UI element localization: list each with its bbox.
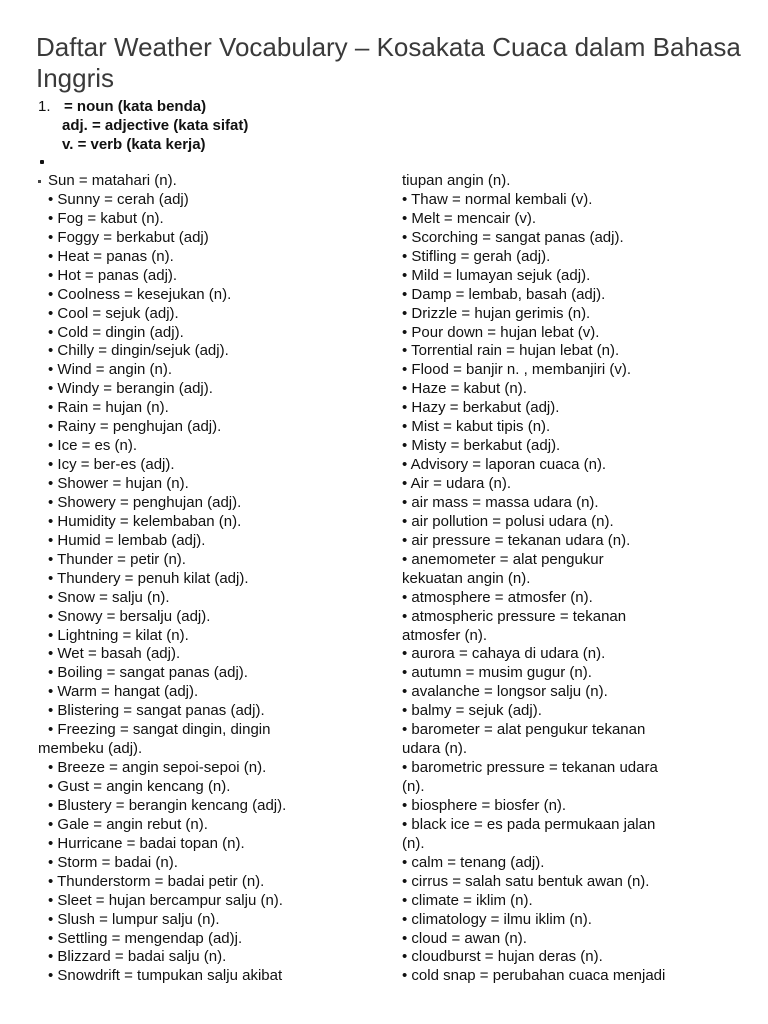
- vocabulary-item: • barometer = alat pengukur tekanan: [402, 721, 646, 739]
- vocabulary-item: • Thunder = petir (n).: [48, 550, 186, 568]
- legend-row-noun: [36, 97, 736, 116]
- vocabulary-item: • Melt = mencair (v).: [402, 209, 537, 227]
- vocabulary-item: • Showery = penghujan (adj).: [48, 493, 242, 511]
- vocabulary-item: [36, 172, 386, 191]
- vocabulary-item: • Air = udara (n).: [402, 475, 512, 492]
- vocabulary-item: • aurora = cahaya di udara (n).: [402, 645, 606, 663]
- abbreviation-legend: [36, 97, 736, 154]
- square-bullet-icon: [38, 180, 41, 183]
- vocabulary-item: • Blistering = sangat panas (adj).: [48, 702, 265, 720]
- page-title: Daftar Weather Vocabulary – Kosakata Cuaca dalam Bahasa Inggris: [36, 32, 741, 93]
- legend-adjective: adj. = adjective (kata sifat): [62, 117, 249, 134]
- vocabulary-item: • Thunderstorm = badai petir (n).: [48, 872, 265, 890]
- vocabulary-item: • Haze = kabut (n).: [402, 380, 527, 398]
- vocabulary-item: • atmospheric pressure = tekanan: [402, 607, 627, 625]
- vocabulary-item: • Advisory = laporan cuaca (n).: [402, 456, 607, 474]
- legend-noun: = noun (kata benda): [64, 98, 207, 115]
- vocabulary-item: • Hazy = berkabut (adj).: [402, 399, 560, 417]
- list-number: 1.: [38, 98, 51, 115]
- vocabulary-item: • climatology = ilmu iklim (n).: [402, 910, 592, 928]
- vocabulary-item: • Coolness = kesejukan (n).: [48, 285, 232, 303]
- vocabulary-item: • calm = tenang (adj).: [402, 853, 545, 871]
- vocabulary-item: • Wet = basah (adj).: [48, 645, 181, 663]
- vocabulary-item: • Stifling = gerah (adj).: [402, 247, 551, 265]
- vocabulary-item: tiupan angin (n).: [402, 172, 511, 189]
- empty-bullet-marker: [40, 160, 44, 164]
- vocabulary-item: • Foggy = berkabut (adj): [48, 228, 209, 246]
- vocabulary-item: • Breeze = angin sepoi-sepoi (n).: [48, 759, 267, 777]
- vocabulary-item: (n).: [402, 778, 425, 795]
- legend-verb: v. = verb (kata kerja): [62, 136, 206, 153]
- vocabulary-item: • Flood = banjir n. , membanjiri (v).: [402, 361, 632, 379]
- vocabulary-item: • Lightning = kilat (n).: [48, 626, 189, 644]
- vocabulary-item: • Torrential rain = hujan lebat (n).: [402, 342, 620, 360]
- vocabulary-list-right: [402, 172, 762, 986]
- vocabulary-item: • Cool = sejuk (adj).: [48, 304, 179, 322]
- vocabulary-item: • Humid = lembab (adj).: [48, 531, 206, 549]
- vocabulary-item: • Boiling = sangat panas (adj).: [48, 664, 248, 682]
- vocabulary-item: • Hurricane = badai topan (n).: [48, 834, 245, 852]
- vocabulary-item: • anemometer = alat pengukur: [402, 550, 604, 568]
- vocabulary-item: • Snowdrift = tumpukan salju akibat: [48, 967, 283, 985]
- vocabulary-item: • Sunny = cerah (adj): [48, 190, 189, 208]
- vocabulary-item: • Scorching = sangat panas (adj).: [402, 228, 624, 246]
- vocabulary-item: • Snow = salju (n).: [48, 588, 170, 606]
- vocabulary-item: • avalanche = longsor salju (n).: [402, 683, 608, 701]
- vocabulary-item: • Icy = ber-es (adj).: [48, 456, 175, 474]
- vocabulary-item: atmosfer (n).: [402, 626, 488, 644]
- vocabulary-item: • Sleet = hujan bercampur salju (n).: [48, 891, 283, 909]
- vocabulary-item: • Thaw = normal kembali (v).: [402, 190, 593, 208]
- vocabulary-item: • climate = iklim (n).: [402, 891, 533, 909]
- vocabulary-item: • cold snap = perubahan cuaca menjadi: [402, 967, 666, 985]
- vocabulary-item: • autumn = musim gugur (n).: [402, 664, 592, 682]
- vocabulary-item: • cloudburst = hujan deras (n).: [402, 948, 603, 966]
- vocabulary-item: • Gust = angin kencang (n).: [48, 778, 231, 795]
- legend-row-verb: [36, 135, 736, 154]
- vocabulary-item: • cloud = awan (n).: [402, 929, 527, 947]
- vocabulary-item: • Thundery = penuh kilat (adj).: [48, 569, 249, 587]
- vocabulary-item: • Drizzle = hujan gerimis (n).: [402, 304, 591, 322]
- vocabulary-item: • Damp = lembab, basah (adj).: [402, 285, 606, 303]
- vocabulary-item: kekuatan angin (n).: [402, 569, 531, 587]
- vocabulary-item: • Fog = kabut (n).: [48, 209, 164, 227]
- vocabulary-item: membeku (adj).: [38, 740, 143, 758]
- vocabulary-item: • Slush = lumpur salju (n).: [48, 910, 220, 928]
- vocabulary-item: • Rainy = penghujan (adj).: [48, 418, 222, 436]
- vocabulary-item: • barometric pressure = tekanan udara: [402, 759, 658, 777]
- vocabulary-item: • Storm = badai (n).: [48, 853, 178, 871]
- vocabulary-item: udara (n).: [402, 740, 468, 758]
- vocabulary-item: • Blizzard = badai salju (n).: [48, 948, 227, 966]
- legend-row-adj: [36, 116, 736, 135]
- vocabulary-item: (n).: [402, 834, 425, 852]
- vocabulary-item: • Settling = mengendap (ad)j.: [48, 929, 243, 947]
- vocabulary-item: • air pollution = polusi udara (n).: [402, 512, 614, 530]
- vocabulary-item: • air pressure = tekanan udara (n).: [402, 531, 631, 549]
- vocabulary-item: • air mass = massa udara (n).: [402, 493, 599, 511]
- vocabulary-item: • Mild = lumayan sejuk (adj).: [402, 266, 591, 284]
- vocabulary-item: • Shower = hujan (n).: [48, 475, 189, 492]
- vocabulary-item: • Humidity = kelembaban (n).: [48, 512, 242, 530]
- vocabulary-item: • Freezing = sangat dingin, dingin: [48, 721, 271, 739]
- vocabulary-list-left: [36, 172, 386, 986]
- vocabulary-item: • Gale = angin rebut (n).: [48, 815, 208, 833]
- vocabulary-item: • Rain = hujan (n).: [48, 399, 169, 417]
- vocabulary-item: • Pour down = hujan lebat (v).: [402, 323, 600, 341]
- vocabulary-item: • Snowy = bersalju (adj).: [48, 607, 211, 625]
- vocabulary-item: • cirrus = salah satu bentuk awan (n).: [402, 872, 650, 890]
- vocabulary-item: • Misty = berkabut (adj).: [402, 437, 561, 455]
- vocabulary-item: • Heat = panas (n).: [48, 247, 174, 265]
- vocabulary-item: • atmosphere = atmosfer (n).: [402, 588, 593, 606]
- vocabulary-item: • Windy = berangin (adj).: [48, 380, 213, 398]
- vocabulary-item: • Ice = es (n).: [48, 437, 138, 455]
- vocabulary-item: • Cold = dingin (adj).: [48, 323, 184, 341]
- vocabulary-item: • Blustery = berangin kencang (adj).: [48, 796, 287, 814]
- vocabulary-item: • balmy = sejuk (adj).: [402, 702, 542, 720]
- vocabulary-item: • Mist = kabut tipis (n).: [402, 418, 551, 436]
- vocabulary-item: • Hot = panas (adj).: [48, 266, 178, 284]
- vocabulary-item: • Warm = hangat (adj).: [48, 683, 199, 701]
- vocabulary-item: • biosphere = biosfer (n).: [402, 796, 567, 814]
- vocabulary-text: Sun = matahari (n).: [48, 172, 177, 189]
- vocabulary-item: • Chilly = dingin/sejuk (adj).: [48, 342, 229, 360]
- vocabulary-item: • Wind = angin (n).: [48, 361, 173, 379]
- vocabulary-item: • black ice = es pada permukaan jalan: [402, 815, 656, 833]
